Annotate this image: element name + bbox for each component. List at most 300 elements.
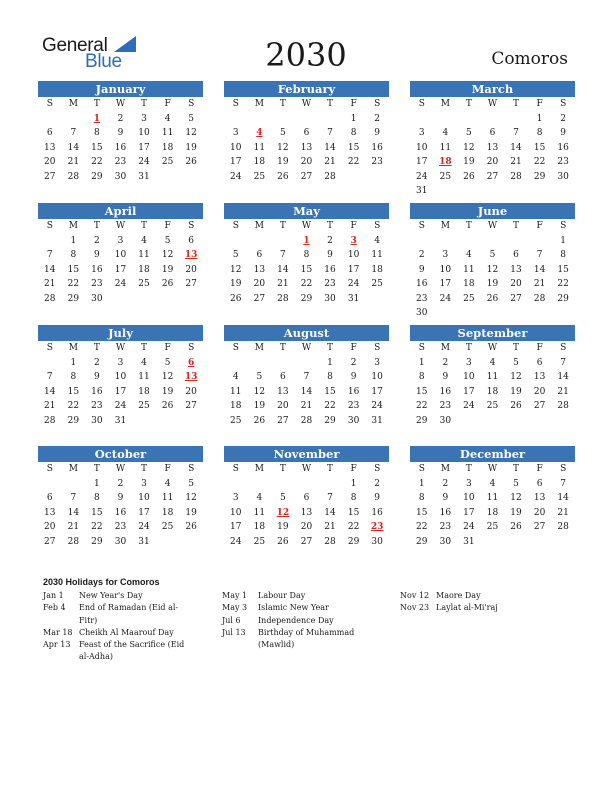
holiday-item-date: May 3 [222,603,248,613]
day-cell: 24 [230,171,242,182]
day-cell: 8 [70,372,77,382]
day-cell: 9 [327,250,333,260]
day-cell: 2 [418,250,425,260]
day-cell: 30 [371,536,383,547]
day-cell: 6 [303,493,310,503]
weekday-label: T [513,99,520,109]
day-cell: 10 [347,250,360,260]
week-row [410,170,575,185]
day-cell [295,356,319,371]
day-cell: 25 [161,522,174,532]
weekday-label: T [465,343,472,353]
holiday-item [400,590,570,602]
week-row [224,141,389,156]
day-cell: 10 [114,372,127,382]
day-cell: 11 [253,142,266,153]
day-cell: 20 [185,264,197,275]
day-cell: 22 [416,401,428,411]
day-cell: 10 [463,372,475,382]
day-cell: 28 [533,293,546,304]
week-row [224,491,389,506]
day-cell: 3 [117,357,124,368]
logo-text-general: General [42,35,108,56]
day-cell: 27 [277,415,289,426]
week-row [224,126,389,141]
day-cell [365,292,389,307]
day-cell: 31 [138,171,150,182]
holiday-item-name: Islamic New Year [258,603,329,613]
holiday-item [222,615,382,627]
month-header: July [38,325,203,341]
day-cell: 19 [277,157,289,167]
weekday-label: S [46,221,53,231]
day-cell: 2 [117,478,124,489]
day-cell: 26 [463,171,475,182]
day-cell [410,234,434,249]
day-cell: 9 [374,128,381,138]
day-cell: 2 [117,113,124,124]
day-cell: 22 [347,157,360,167]
day-cell: 10 [371,372,383,382]
day-cell [295,477,319,492]
day-cell: 29 [416,415,428,426]
day-cell: 20 [185,386,197,397]
day-cell: 14 [324,142,336,153]
day-cell: 19 [510,507,522,518]
day-cell: 20 [533,386,546,397]
day-cell: 22 [416,522,428,532]
day-cell [224,356,248,371]
week-row [224,263,389,278]
day-cell: 26 [510,401,522,411]
holiday-date: 4 [256,128,263,138]
holiday-item-name: Birthday of Muhammad (Mawlid) [258,627,355,650]
day-cell: 21 [67,157,80,167]
day-cell: 29 [300,293,313,304]
holiday-item-date: Jul 6 [222,615,241,625]
day-cell: 25 [371,279,383,289]
day-cell: 17 [138,507,150,518]
day-cell: 17 [114,386,127,397]
day-cell: 4 [442,128,449,138]
day-cell [457,414,481,429]
day-cell: 28 [510,171,522,182]
day-cell: 3 [418,128,425,138]
day-cell [248,112,272,127]
week-row [38,356,203,371]
holiday-item-date: Nov 23 [400,603,430,613]
week-row [410,155,575,170]
day-cell: 8 [94,128,100,138]
day-cell: 25 [486,401,499,411]
day-cell: 28 [277,293,289,304]
day-cell: 12 [463,142,475,153]
day-cell: 1 [560,235,567,246]
holiday-item [222,602,382,614]
day-cell [271,477,295,492]
weekday-label: T [93,99,100,109]
day-cell: 5 [188,113,195,124]
weekday-label: M [68,464,78,474]
day-cell: 6 [280,372,286,382]
weekday-header-row [410,219,575,234]
day-cell [318,112,342,127]
weekday-label: M [254,99,264,109]
day-cell: 31 [463,536,475,547]
day-cell: 21 [44,401,56,411]
day-cell: 24 [463,522,475,532]
weekday-label: M [254,221,264,231]
day-cell: 6 [303,128,310,138]
day-cell: 21 [300,401,313,411]
day-cell: 25 [486,522,499,532]
holiday-item-date: May 1 [222,591,248,600]
week-row [224,520,389,535]
month-april [38,203,203,306]
day-cell: 22 [324,401,336,411]
day-cell: 12 [185,128,197,138]
day-cell [365,170,389,185]
day-cell: 17 [347,264,360,275]
day-cell: 26 [253,415,266,426]
day-cell: 5 [256,372,263,382]
day-cell [132,414,156,429]
day-cell [434,234,458,249]
day-cell: 1 [70,357,77,368]
day-cell: 12 [510,493,522,503]
holiday-column [400,590,570,615]
weekday-label: T [465,99,472,109]
weekday-header-row [38,219,203,234]
day-cell: 19 [161,386,174,397]
month-march [410,81,575,199]
day-cell: 3 [374,357,381,368]
day-cell: 15 [557,264,569,275]
month-header: November [224,446,389,462]
day-cell: 11 [463,264,475,275]
day-cell: 23 [416,293,428,304]
day-cell: 4 [256,493,263,503]
weekday-label: S [418,343,425,353]
holiday-date: 3 [350,235,357,246]
weekday-label: T [279,464,286,474]
day-cell: 20 [253,279,266,289]
day-cell [504,184,528,199]
day-cell [481,306,505,321]
day-cell: 16 [114,507,127,518]
holiday-date: 23 [370,522,384,532]
day-cell: 25 [253,536,266,547]
day-cell: 8 [94,493,100,503]
day-cell: 19 [510,386,522,397]
day-cell [271,356,295,371]
day-cell: 15 [300,264,313,275]
week-row [410,399,575,414]
weekday-header-row [224,462,389,477]
day-cell: 8 [303,250,310,260]
day-cell: 2 [350,357,357,368]
day-cell [179,414,203,429]
day-cell: 22 [300,279,313,289]
day-cell: 5 [232,250,239,260]
weekday-label: F [350,464,357,474]
week-row [410,477,575,492]
day-cell: 3 [117,235,124,246]
day-cell: 23 [347,401,360,411]
weekday-header-row [410,462,575,477]
day-cell: 10 [439,264,452,275]
day-cell: 8 [350,493,357,503]
day-cell: 11 [161,493,174,503]
weekday-label: T [279,221,286,231]
day-cell: 9 [94,372,100,382]
day-cell: 25 [463,293,475,304]
day-cell: 16 [416,279,428,289]
day-cell: 15 [416,507,428,518]
week-row [38,506,203,521]
day-cell: 9 [374,493,381,503]
day-cell: 28 [557,522,569,532]
week-row [38,155,203,170]
day-cell [504,112,528,127]
weekday-label: T [513,221,520,231]
weekday-label: M [440,99,450,109]
day-cell: 24 [230,536,242,547]
day-cell [156,414,180,429]
day-cell: 22 [91,522,103,532]
weekday-label: M [254,464,264,474]
day-cell [481,234,505,249]
day-cell: 23 [324,279,336,289]
day-cell: 25 [138,401,150,411]
day-cell: 9 [442,372,449,382]
day-cell [457,184,481,199]
day-cell: 20 [486,157,499,167]
week-row [38,477,203,492]
day-cell [528,414,552,429]
day-cell: 14 [277,264,289,275]
day-cell: 11 [230,386,242,397]
week-row [224,292,389,307]
day-cell: 15 [91,507,103,518]
day-cell: 19 [486,279,499,289]
day-cell: 28 [67,171,80,182]
holidays-title: 2030 Holidays for Comoros [43,577,160,587]
day-cell: 21 [557,507,569,518]
day-cell: 7 [536,250,543,260]
day-cell [481,112,505,127]
holiday-date: 13 [184,250,198,260]
holiday-item-name: Maore Day [436,591,481,600]
day-cell: 5 [164,235,171,246]
day-cell: 10 [416,142,428,153]
holiday-item [400,602,570,614]
day-cell: 8 [418,372,425,382]
day-cell: 31 [114,415,127,426]
day-cell [156,292,180,307]
day-cell: 24 [138,157,150,167]
month-august [224,325,389,428]
day-cell: 30 [114,171,127,182]
day-cell: 19 [277,522,289,532]
day-cell: 7 [70,128,77,138]
day-cell: 26 [185,522,197,532]
day-cell: 29 [91,536,103,547]
day-cell: 21 [510,157,522,167]
holiday-item [222,627,382,652]
weekday-label: M [68,221,78,231]
week-row [38,141,203,156]
day-cell: 24 [114,279,127,289]
day-cell: 7 [327,493,333,503]
day-cell: 16 [371,507,383,518]
day-cell [248,234,272,249]
day-cell: 29 [91,171,103,182]
day-cell: 10 [138,128,150,138]
day-cell: 10 [138,493,150,503]
day-cell: 11 [371,250,383,260]
day-cell: 19 [253,401,266,411]
day-cell: 15 [91,142,103,153]
day-cell: 5 [280,128,286,138]
day-cell: 7 [46,372,53,382]
day-cell: 13 [277,386,289,397]
weekday-label: W [487,221,498,231]
day-cell: 7 [303,372,310,382]
day-cell: 12 [253,386,266,397]
week-row [410,277,575,292]
day-cell: 19 [161,264,174,275]
week-row [38,370,203,385]
day-cell: 1 [94,478,100,489]
holiday-item [43,590,193,602]
day-cell [504,414,528,429]
weekday-label: S [418,464,425,474]
day-cell: 20 [300,157,313,167]
day-cell: 14 [533,264,546,275]
weekday-label: W [487,464,498,474]
day-cell: 5 [513,357,519,368]
day-cell [434,112,458,127]
day-cell [132,292,156,307]
weekday-label: S [188,464,195,474]
day-cell: 18 [161,507,174,518]
day-cell: 5 [164,357,171,368]
day-cell: 12 [185,493,197,503]
weekday-label: T [93,464,100,474]
weekday-label: S [560,464,567,474]
day-cell: 12 [161,372,174,382]
day-cell: 13 [300,507,313,518]
day-cell [179,535,203,550]
day-cell: 21 [67,522,80,532]
week-row [224,277,389,292]
day-cell: 2 [327,235,333,246]
day-cell: 23 [371,157,383,167]
week-row [224,234,389,249]
day-cell [528,535,552,550]
holiday-item-date: Apr 13 [43,640,71,650]
day-cell: 10 [230,142,242,153]
day-cell [481,184,505,199]
week-row [224,477,389,492]
day-cell: 23 [114,522,127,532]
day-cell [528,184,552,199]
weekday-label: S [374,343,381,353]
week-row [410,356,575,371]
day-cell: 26 [486,293,499,304]
day-cell: 21 [44,279,56,289]
day-cell: 30 [416,308,428,318]
weekday-label: F [164,343,171,353]
weekday-label: W [487,343,498,353]
day-cell: 18 [371,264,383,275]
week-row [224,506,389,521]
week-row [38,491,203,506]
day-cell: 18 [253,522,266,532]
day-cell: 26 [510,522,522,532]
day-cell [224,234,248,249]
day-cell [38,477,62,492]
week-row [410,306,575,321]
day-cell: 6 [536,478,543,489]
day-cell: 29 [347,536,360,547]
holiday-item-name: Independence Day [258,615,334,625]
day-cell: 8 [560,250,567,260]
weekday-header-row [224,219,389,234]
day-cell: 14 [67,142,80,153]
week-row [38,126,203,141]
week-row [410,112,575,127]
day-cell: 20 [44,157,56,167]
week-row [410,141,575,156]
holiday-item-date: Feb 4 [43,603,66,613]
day-cell: 23 [114,157,127,167]
day-cell: 26 [161,401,174,411]
day-cell [318,477,342,492]
day-cell: 17 [114,264,127,275]
weekday-label: T [279,99,286,109]
day-cell: 29 [67,293,80,304]
day-cell: 2 [94,357,100,368]
day-cell [551,414,575,429]
day-cell: 28 [44,415,56,426]
day-cell: 18 [230,401,242,411]
month-header: October [38,446,203,462]
day-cell [457,306,481,321]
day-cell: 28 [324,171,336,182]
weekday-label: F [164,221,171,231]
day-cell: 24 [371,401,383,411]
day-cell: 10 [230,507,242,518]
week-row [38,277,203,292]
weekday-label: S [232,221,239,231]
weekday-label: T [327,99,334,109]
holiday-item-name: Labour Day [258,591,306,600]
weekday-label: T [141,343,148,353]
weekday-header-row [38,462,203,477]
day-cell: 28 [324,536,336,547]
week-row [224,155,389,170]
holiday-item-date: Jan 1 [43,591,64,600]
day-cell: 27 [533,522,546,532]
day-cell [271,112,295,127]
day-cell: 30 [114,536,127,547]
weekday-label: S [188,343,195,353]
weekday-label: F [164,99,171,109]
weekday-label: S [232,99,239,109]
day-cell: 9 [94,250,100,260]
